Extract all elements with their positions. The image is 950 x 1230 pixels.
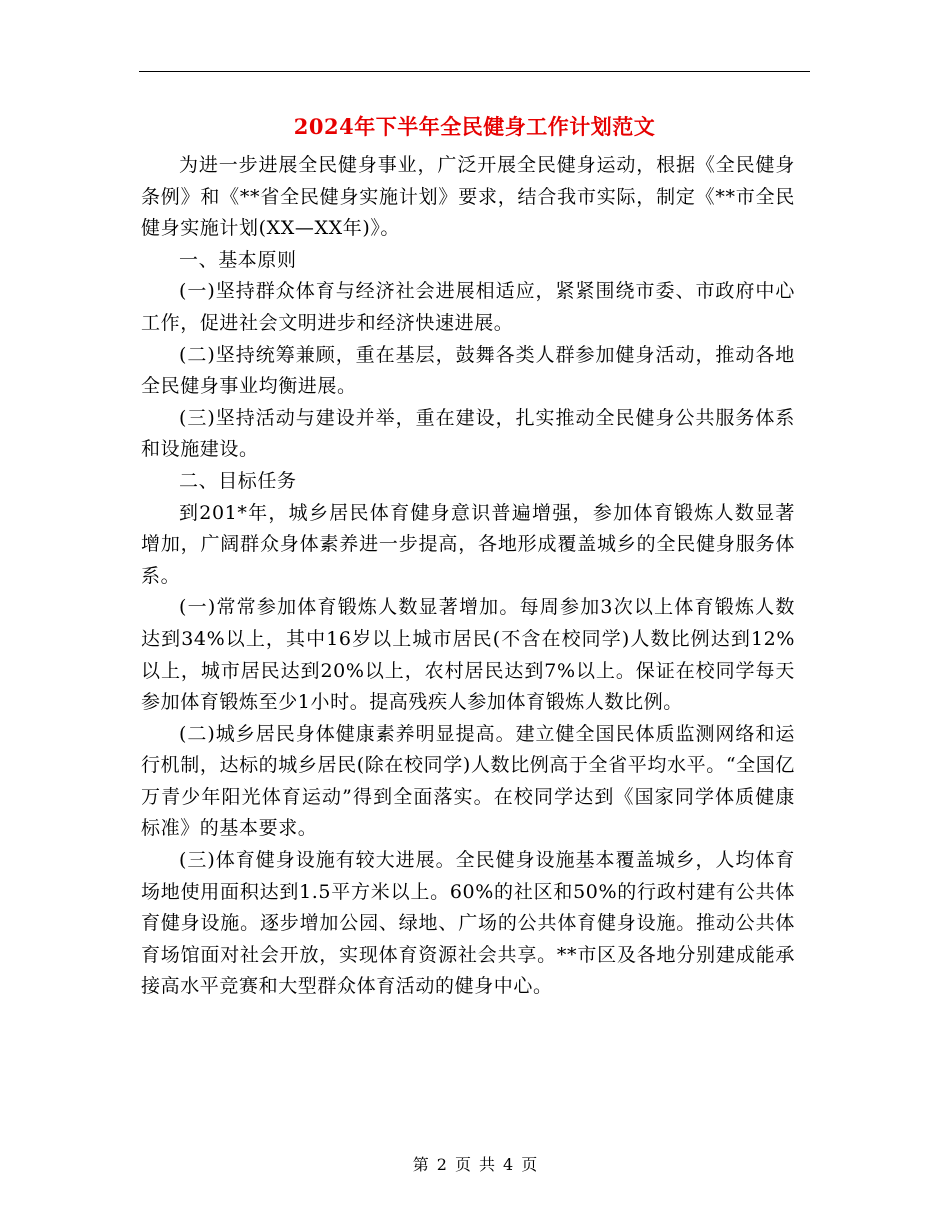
paragraph-principle-3: (三)坚持活动与建设并举，重在建设，扎实推动全民健身公共服务体系和设施建设。: [141, 406, 795, 461]
footer-word-total: 共: [479, 1155, 496, 1174]
document-body: [141, 150, 795, 1003]
document-title: 2024年下半年全民健身工作计划范文: [293, 114, 656, 139]
header-rule: [139, 71, 810, 72]
paragraph-goal-2: (二)城乡居民身体健康素养明显提高。建立健全国民体质监测网络和运行机制，达标的城乡居民(除在校同学)人数比例高于全省平均水平。“全国亿万青少年阳光体育运动”得到全面落实。在校同学达到《国家同学体质健康标准》的基本要求。: [141, 722, 795, 840]
paragraph-goal-3: (三)体育健身设施有较大进展。全民健身设施基本覆盖城乡，人均体育场地使用面积达到1.5平方米以上。60%的社区和50%的行政村建有公共体育健身设施。逐步增加公园、绿地、广场的公共体育健身设施。推动公共体育场馆面对社会开放，实现体育资源社会共享。**市区及各地分别建成能承接高水平竞赛和大型群众体育活动的健身中心。: [141, 849, 795, 998]
paragraph-principle-2: (二)坚持统筹兼顾，重在基层，鼓舞各类人群参加健身活动，推动各地全民健身事业均衡进展。: [141, 343, 795, 398]
section-heading-principles: 一、基本原则: [179, 248, 297, 271]
paragraph-principle-1: (一)坚持群众体育与经济社会进展相适应，紧紧围绕市委、市政府中心工作，促进社会文明进步和经济快速进展。: [141, 280, 795, 334]
footer-word-ye-end: 页: [521, 1155, 538, 1174]
paragraph-goal-1: (一)常常参加体育锻炼人数显著增加。每周参加3次以上体育锻炼人数达到34%以上，其中16岁以上城市居民(不含在校同学)人数比例达到12%以上，城市居民达到20%以上，农村居民达到7%以上。保证在校同学每天参加体育锻炼至少1小时。提高残疾人参加体育锻炼人数比例。: [141, 596, 795, 714]
paragraph-goals-overview: 到201*年，城乡居民体育健身意识普遍增强，参加体育锻炼人数显著增加，广阔群众身体素养进一步提高，各地形成覆盖城乡的全民健身服务体系。: [141, 501, 795, 587]
footer-total-pages: 4: [503, 1155, 514, 1174]
paragraph-intro: 为进一步进展全民健身事业，广泛开展全民健身运动，根据《全民健身条例》和《**省全民健身实施计划》要求，结合我市实际，制定《**市全民健身实施计划(XX—XX年)》。: [141, 154, 795, 240]
section-heading-goals: 二、目标任务: [179, 469, 297, 492]
page-footer: [0, 1154, 950, 1176]
footer-word-ye: 页: [454, 1155, 471, 1174]
footer-current-page: 2: [436, 1155, 447, 1174]
footer-word-page: 第: [412, 1155, 429, 1174]
